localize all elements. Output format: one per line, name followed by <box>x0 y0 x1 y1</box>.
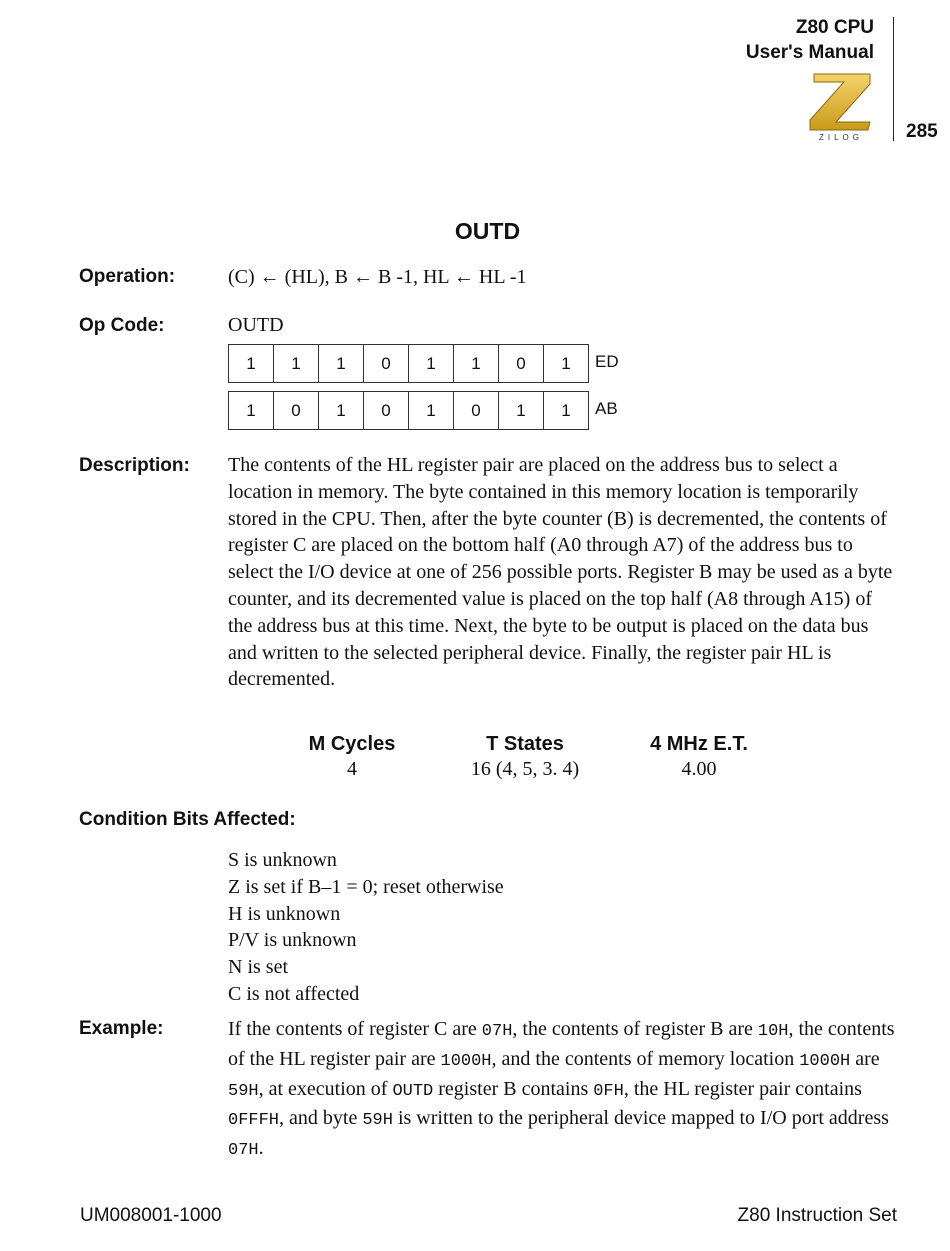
example-code: 0FFFH <box>228 1111 280 1131</box>
opcode-bit: 1 <box>454 345 499 382</box>
example-segment: are <box>850 1047 880 1070</box>
example-segment: , and byte <box>279 1107 363 1130</box>
opcode-bit: 0 <box>364 345 409 382</box>
example-code: 10H <box>757 1022 789 1041</box>
description-label: Description: <box>79 455 190 476</box>
timing-col-et <box>630 733 768 781</box>
condition-item: P/V is unknown <box>228 929 357 952</box>
opcode-bit: 0 <box>274 392 319 429</box>
page-number: 285 <box>906 121 938 142</box>
timing-value: 16 (4, 5, 3. 4) <box>470 758 580 780</box>
opcode-bit: 1 <box>561 353 571 373</box>
operation-label: Operation: <box>79 266 176 287</box>
header-title-line2: User's Manual <box>745 42 874 63</box>
opcode-hex-2: AB <box>595 399 618 418</box>
example-segment: register B contains <box>433 1077 594 1100</box>
condition-item: H is unknown <box>228 902 341 925</box>
example-text <box>228 1016 896 1165</box>
example-code: 59H <box>228 1081 259 1101</box>
timing-col-mcycles <box>291 733 413 781</box>
condition-item: S is unknown <box>228 849 337 871</box>
opcode-label: Op Code: <box>79 315 165 336</box>
example-segment: , and the contents of memory location <box>491 1047 800 1070</box>
example-code: 07H <box>228 1141 259 1161</box>
opcode-bit: 1 <box>561 400 571 420</box>
timing-header: M Cycles <box>308 733 396 755</box>
footer-doc-id: UM008001-1000 <box>80 1205 222 1226</box>
example-code: 1000H <box>799 1051 851 1071</box>
example-code: OUTD <box>392 1081 434 1101</box>
opcode-bit: 0 <box>364 392 409 429</box>
opcode-hex-1: ED <box>595 352 619 371</box>
timing-value: 4.00 <box>681 758 717 780</box>
opcode-bit: 1 <box>409 345 454 382</box>
instruction-title: OUTD <box>454 218 521 244</box>
condition-item: N is set <box>228 956 288 979</box>
example-code: 1000H <box>440 1051 492 1071</box>
example-segment: , the contents of register B are <box>512 1018 758 1040</box>
opcode-bits-row-1 <box>228 344 589 383</box>
timing-value: 4 <box>347 758 357 780</box>
opcode-bits-row-2 <box>228 391 589 430</box>
example-segment: If the contents of register C are <box>228 1018 482 1040</box>
opcode-bit: 1 <box>229 392 274 429</box>
opcode-bit: 1 <box>274 345 319 382</box>
opcode-bit: 1 <box>499 392 544 429</box>
example-code: 59H <box>362 1111 393 1131</box>
header-divider <box>893 17 894 141</box>
example-segment: is written to the peripheral device mapped to I/O port address <box>392 1107 889 1130</box>
operation-text: (C) ← (HL), B ← B -1, HL ← HL -1 <box>228 266 527 288</box>
example-segment: . <box>258 1137 264 1160</box>
opcode-bit: 1 <box>409 392 454 429</box>
example-segment: , the HL register pair contains <box>623 1077 862 1100</box>
opcode-bit: 0 <box>454 392 499 429</box>
example-code: 07H <box>481 1022 513 1041</box>
opcode-bit: 0 <box>499 345 544 382</box>
manual-header <box>746 15 874 65</box>
opcode-bit: 1 <box>319 345 364 382</box>
condition-item: Z is set if B–1 = 0; reset otherwise <box>228 875 504 898</box>
description-text: The contents of the HL register pair are placed on the address bus to select a location in memory. The byte contained in this memory location is temporarily stored in the CPU. Then, after the byte counter (B) is decremented, the contents of register C are placed on the bottom half (A0 through A7) of the address bus to select the I/O device at one of 256 possible ports. Register B may be used as a byte counter, and its decremented value is placed on the top half (A8 through A15) of the address bus at this time. Next, the byte to be output is placed on the data bus and written to the selected peripheral device. Finally, the register pair HL is decremented. <box>228 454 893 691</box>
condition-bits-list <box>228 847 504 1008</box>
footer-section: Z80 Instruction Set <box>737 1205 897 1226</box>
zilog-logo <box>806 70 876 142</box>
logo-text: ZILOG <box>818 133 864 142</box>
example-segment: , at execution of <box>258 1077 393 1100</box>
condition-bits-label: Condition Bits Affected: <box>79 809 296 830</box>
timing-col-tstates <box>440 733 610 781</box>
timing-header: 4 MHz E.T. <box>650 733 748 755</box>
opcode-bit: 1 <box>319 392 364 429</box>
header-title-line1: Z80 CPU <box>795 17 874 38</box>
condition-item: C is not affected <box>228 982 360 1005</box>
timing-header: T States <box>486 733 564 755</box>
example-segment: , the contents of the HL register pair are <box>228 1018 895 1070</box>
opcode-mnemonic: OUTD <box>228 314 284 336</box>
opcode-bit: 1 <box>229 345 274 382</box>
example-label: Example: <box>79 1018 164 1039</box>
example-code: 0FH <box>593 1081 624 1101</box>
